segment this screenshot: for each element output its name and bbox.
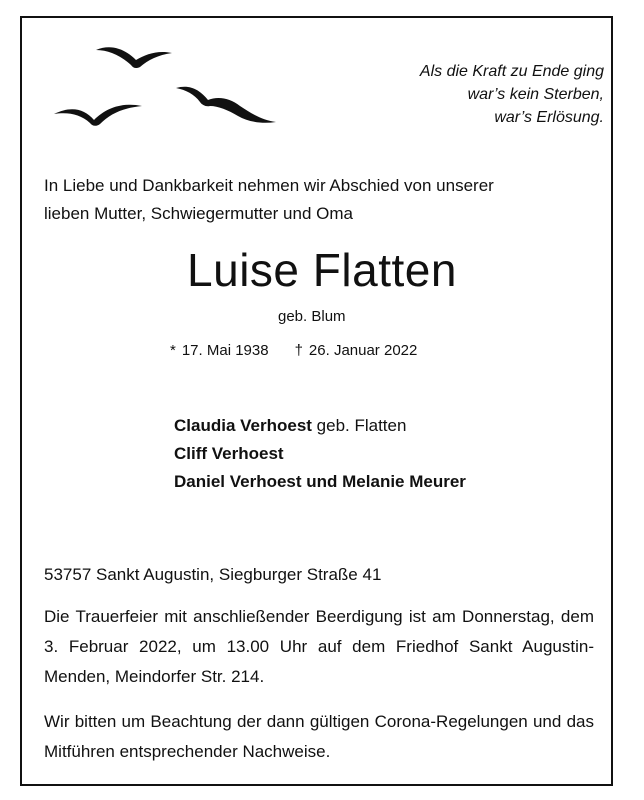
family-member-name: Claudia Verhoest xyxy=(174,416,312,435)
birds-icon xyxy=(50,40,290,140)
birth-date: 17. Mai 1938 xyxy=(181,342,269,359)
bird-icon xyxy=(54,105,142,126)
death-symbol: † xyxy=(294,342,303,359)
life-dates xyxy=(170,340,417,362)
quote-line: war’s Erlösung. xyxy=(494,109,604,126)
death-date: 26. Januar 2022 xyxy=(308,342,418,359)
intro-line: lieben Mutter, Schwiegermutter und Oma xyxy=(44,204,353,223)
bird-icon xyxy=(176,87,276,123)
funeral-info: Die Trauerfeier mit anschließender Beerdigung ist am Donnerstag, dem 3. Februar 2022, um 13.00 Uhr auf dem Friedhof Sankt Augustin-Menden, Meindorfer Str. 214. xyxy=(44,607,594,686)
maiden-name: geb. Blum xyxy=(278,308,346,325)
family-member-name: Cliff Verhoest xyxy=(174,444,284,463)
family-member-suffix: geb. Flatten xyxy=(311,416,407,435)
family-list xyxy=(174,412,466,496)
quote xyxy=(420,60,604,129)
birth-symbol: * xyxy=(170,342,176,359)
quote-line: war’s kein Sterben, xyxy=(467,86,604,103)
address: 53757 Sankt Augustin, Siegburger Straße 41 xyxy=(44,565,382,584)
family-member-name: Daniel Verhoest und Melanie Meurer xyxy=(174,472,466,491)
intro-text xyxy=(44,172,494,228)
corona-note: Wir bitten um Beachtung der dann gültigen Corona-Regelungen und das Mitführen entsprechender Nachweise. xyxy=(44,712,594,761)
family-member xyxy=(174,440,466,468)
bird-icon xyxy=(96,47,172,68)
intro-line: In Liebe und Dankbarkeit nehmen wir Abschied von unserer xyxy=(44,176,494,195)
family-member xyxy=(174,412,466,440)
quote-line: Als die Kraft zu Ende ging xyxy=(419,63,604,80)
deceased-name: Luise Flatten xyxy=(187,244,457,296)
family-member xyxy=(174,468,466,496)
